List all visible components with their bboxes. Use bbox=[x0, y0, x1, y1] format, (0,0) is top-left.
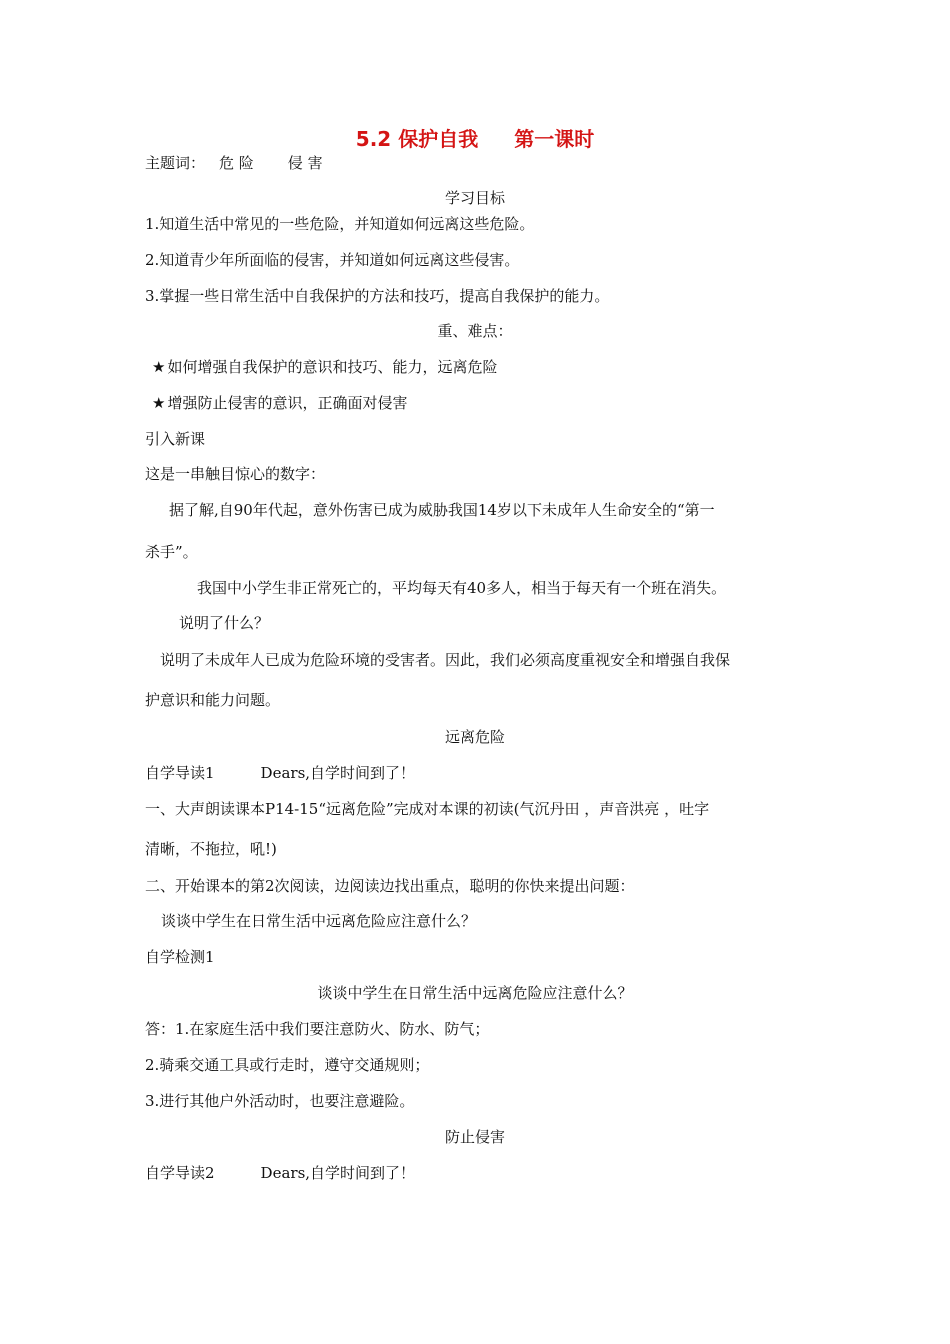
keyword-harm: 侵 害 bbox=[287, 154, 323, 172]
key-points-heading: 重、难点： bbox=[437, 322, 513, 340]
key-point-item bbox=[152, 357, 497, 377]
guide-label: 自学导读1 bbox=[145, 764, 215, 782]
objectives-heading: 学习目标 bbox=[444, 189, 505, 207]
study-question: 谈谈中学生在日常生活中远离危险应注意什么？ bbox=[161, 912, 477, 930]
key-point-item bbox=[152, 393, 407, 413]
self-study-guide-1 bbox=[145, 763, 415, 783]
keywords-label: 主题词： bbox=[145, 154, 206, 172]
keyword-danger: 危 险 bbox=[219, 154, 254, 172]
reading-step: 二、开始课本的第2次阅读，边阅读边找出重点，聪明的你快来提出问题： bbox=[145, 877, 635, 895]
objective-item: 2.知道青少年所面临的侵害，并知道如何远离这些侵害。 bbox=[145, 251, 520, 269]
objective-item: 3.掌握一些日常生活中自我保护的方法和技巧，提高自我保护的能力。 bbox=[145, 287, 610, 305]
title-period: 第一课时 bbox=[514, 127, 595, 151]
self-check-label: 自学检测1 bbox=[145, 948, 215, 966]
intro-question: 说明了什么？ bbox=[179, 614, 270, 632]
answer-item: 答：1.在家庭生活中我们要注意防火、防水、防气； bbox=[145, 1020, 490, 1038]
document-title bbox=[0, 126, 950, 152]
reading-step-line: 清晰，不拖拉，吼!) bbox=[145, 840, 277, 858]
key-point-text: 增强防止侵害的意识，正确面对侵害 bbox=[167, 394, 408, 412]
guide-label: 自学导读2 bbox=[145, 1164, 215, 1182]
intro-paragraph-line: 杀手”。 bbox=[145, 543, 198, 561]
key-point-text: 如何增强自我保护的意识和技巧、能力，远离危险 bbox=[167, 358, 498, 376]
answer-item: 3.进行其他户外活动时，也要注意避险。 bbox=[145, 1092, 415, 1110]
self-study-guide-2 bbox=[145, 1163, 415, 1183]
star-icon: ★ bbox=[152, 394, 166, 412]
star-icon: ★ bbox=[152, 358, 166, 376]
intro-lead: 这是一串触目惊心的数字： bbox=[145, 465, 326, 483]
answer-item: 2.骑乘交通工具或行走时，遵守交通规则； bbox=[145, 1056, 430, 1074]
title-lesson-name: 5.2 保护自我 bbox=[355, 127, 479, 151]
reading-step-line: 一、大声朗读课本P14-15“远离危险”完成对本课的初读(气沉丹田 ，声音洪亮 ，吐字 bbox=[145, 800, 710, 818]
section-heading-danger: 远离危险 bbox=[444, 728, 505, 746]
intro-answer-line: 说明了未成年人已成为危险环境的受害者。因此，我们必须高度重视安全和增强自我保 bbox=[160, 651, 731, 669]
guide-text: Dears,自学时间到了！ bbox=[260, 1164, 416, 1182]
intro-answer-line: 护意识和能力问题。 bbox=[145, 691, 281, 709]
section-heading-harm: 防止侵害 bbox=[444, 1128, 505, 1146]
objective-item: 1.知道生活中常见的一些危险，并知道如何远离这些危险。 bbox=[145, 215, 535, 233]
self-check-question: 谈谈中学生在日常生活中远离危险应注意什么？ bbox=[317, 984, 633, 1002]
keywords-line bbox=[145, 153, 323, 173]
guide-text: Dears,自学时间到了！ bbox=[260, 764, 416, 782]
intro-heading: 引入新课 bbox=[145, 430, 206, 448]
intro-paragraph-line: 据了解,自90年代起，意外伤害已成为威胁我国14岁以下未成年人生命安全的“第一 bbox=[169, 501, 715, 519]
intro-paragraph: 我国中小学生非正常死亡的，平均每天有40多人，相当于每天有一个班在消失。 bbox=[197, 579, 727, 597]
